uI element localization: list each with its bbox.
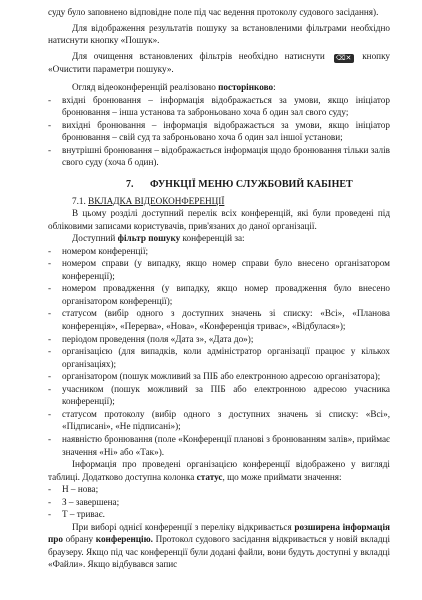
filter-item	[48, 333, 390, 346]
list-dash-marker: -	[48, 119, 52, 130]
booking-type-item-text: вихідні бронювання – інформація відображається за умови, якщо ініціатор бронювання – свій суд та заброньовано хоча б один зал іншої установи;	[62, 119, 390, 143]
status-item-text: Т – триває.	[62, 509, 105, 520]
section-title: ФУНКЦІЇ МЕНЮ СЛУЖБОВИЙ КАБІНЕТ	[150, 179, 353, 191]
filter-item	[48, 370, 390, 383]
filter-item-text: наявністю бронювання (поле «Конференції планові з бронюванням залів», приймає значення «Ні» або «Так»).	[62, 433, 390, 457]
paging-text: Огляд відеоконференцій реалізовано	[72, 82, 219, 93]
list-dash-marker: -	[48, 283, 52, 294]
filter-item-text: номером провадження (у випадку, якщо номер провадження було внесено організатором конференції);	[62, 283, 390, 306]
final-paragraph	[48, 521, 390, 571]
booking-types-list	[48, 94, 390, 169]
list-dash-marker: -	[48, 258, 52, 269]
paragraph-clear-filters	[48, 50, 390, 76]
paging-colon: :	[273, 82, 276, 93]
filter-item	[48, 383, 390, 408]
booking-type-item-text: внутрішні бронювання – відображається інформація щодо бронювання тільки залів свого суду (хоча б один).	[62, 144, 390, 168]
booking-type-item	[48, 144, 390, 169]
list-dash-marker: -	[48, 433, 52, 444]
booking-type-item	[48, 94, 390, 119]
filter-item	[48, 345, 390, 370]
filter-lead-text: Доступний	[72, 233, 118, 244]
table-info	[48, 458, 390, 483]
clear-filters-text: Для очищення встановлених фільтрів необхідно натиснути	[72, 50, 325, 61]
filter-item-text: періодом проведення (поля «Дата з», «Дата до»);	[62, 333, 254, 344]
subsection-heading	[48, 195, 390, 208]
search-filter-list	[48, 245, 390, 458]
list-dash-marker: -	[48, 371, 52, 382]
list-dash-marker: -	[48, 333, 52, 344]
list-dash-marker: -	[48, 496, 52, 507]
list-dash-marker: -	[48, 484, 52, 495]
filter-item	[48, 282, 390, 307]
subsection-number: 7.1.	[72, 195, 86, 206]
list-dash-marker: -	[48, 144, 52, 155]
status-item	[48, 508, 390, 521]
filter-item-text: організацією (для випадків, коли адміністратор організації працює у кількох організаціях);	[62, 346, 390, 369]
filter-lead	[48, 232, 390, 245]
filter-item	[48, 307, 390, 332]
status-item-text: З – завершена;	[62, 496, 120, 507]
table-info-end: , що може приймати значення:	[222, 471, 342, 482]
booking-type-item-text: вхідні бронювання – інформація відображається за умови, якщо ініціатор бронювання – інша установа та заброньовано хоча б один зал свого суду;	[62, 94, 390, 118]
final-bold-b: розширена інформація про	[48, 521, 390, 545]
final-text-a: При виборі однієї конференції з переліку відкривається	[72, 521, 295, 532]
status-item	[48, 496, 390, 509]
list-dash-marker: -	[48, 245, 52, 256]
final-text-e: Протокол судового засідання відкривається у новій вкладці браузеру. Якщо під час конференції були додані файли, вони будуть доступні у вкладці «Файли». Якщо відбувався запис	[48, 534, 390, 570]
paragraph-paging	[48, 81, 390, 94]
filter-lead-bold: фільтр пошуку	[117, 233, 181, 244]
filter-item	[48, 408, 390, 433]
table-info-bold: статус	[196, 471, 223, 482]
clear-filter-icon: ⌫✕	[334, 54, 354, 63]
filter-item	[48, 433, 390, 458]
section-heading	[48, 179, 390, 192]
paragraph-continuation: суду було заповнено відповідне поле під час ведення протоколу судового засідання).	[48, 7, 379, 17]
paging-bold: посторінково	[218, 82, 274, 93]
filter-item-text: номером справи (у випадку, якщо номер справи було внесено організатором конференції);	[62, 258, 390, 281]
section-intro: В цьому розділі доступний перелік всіх конференцій, які були проведені під обліковими записами користувачів, прив'язаних до даної організації.	[48, 208, 390, 231]
filter-lead-end: конференцій за:	[180, 233, 245, 244]
booking-type-item	[48, 119, 390, 144]
status-item	[48, 483, 390, 496]
list-dash-marker: -	[48, 383, 52, 394]
table-info-text: Інформація про проведені організацією конференції відображено у вигляді таблиці. Додатково доступна колонка	[48, 459, 390, 482]
filter-item	[48, 257, 390, 282]
filter-item-text: статусом (вибір одного з доступних значень зі списку: «Всі», «Планова конференція», «Перерва», «Нова», «Конференція триває», «Відбулася»);	[62, 308, 390, 332]
list-dash-marker: -	[48, 94, 52, 105]
filter-item-text: учасником (пошук можливий за ПІБ або електронною адресою учасника конференції);	[62, 383, 390, 407]
list-dash-marker: -	[48, 509, 52, 520]
list-dash-marker: -	[48, 308, 52, 319]
status-item-text: Н – нова;	[62, 484, 99, 495]
filter-item-text: статусом протоколу (вибір одного з доступних значень зі списку: «Всі», «Підписані», «Не підписані»);	[62, 408, 390, 432]
filter-item-text: номером конференції;	[62, 245, 149, 256]
final-bold-d: конференцію.	[95, 534, 153, 545]
section-number: 7.	[126, 179, 134, 191]
list-dash-marker: -	[48, 408, 52, 419]
paragraph-search-button: Для відображення результатів пошуку за встановленими фільтрами необхідно натиснути кнопку «Пошук».	[48, 22, 390, 46]
subsection-title: ВКЛАДКА ВІДЕОКОНФЕРЕНЦІЇ	[88, 195, 225, 206]
status-values-list	[48, 483, 390, 521]
list-dash-marker: -	[48, 346, 52, 357]
filter-item-text: організатором (пошук можливий за ПІБ або електронною адресою організатора);	[62, 371, 381, 382]
final-text-c: обрану	[63, 534, 96, 545]
clear-filters-button-text: кнопку «Очистити параметри пошуку».	[48, 50, 391, 74]
filter-item	[48, 245, 390, 258]
